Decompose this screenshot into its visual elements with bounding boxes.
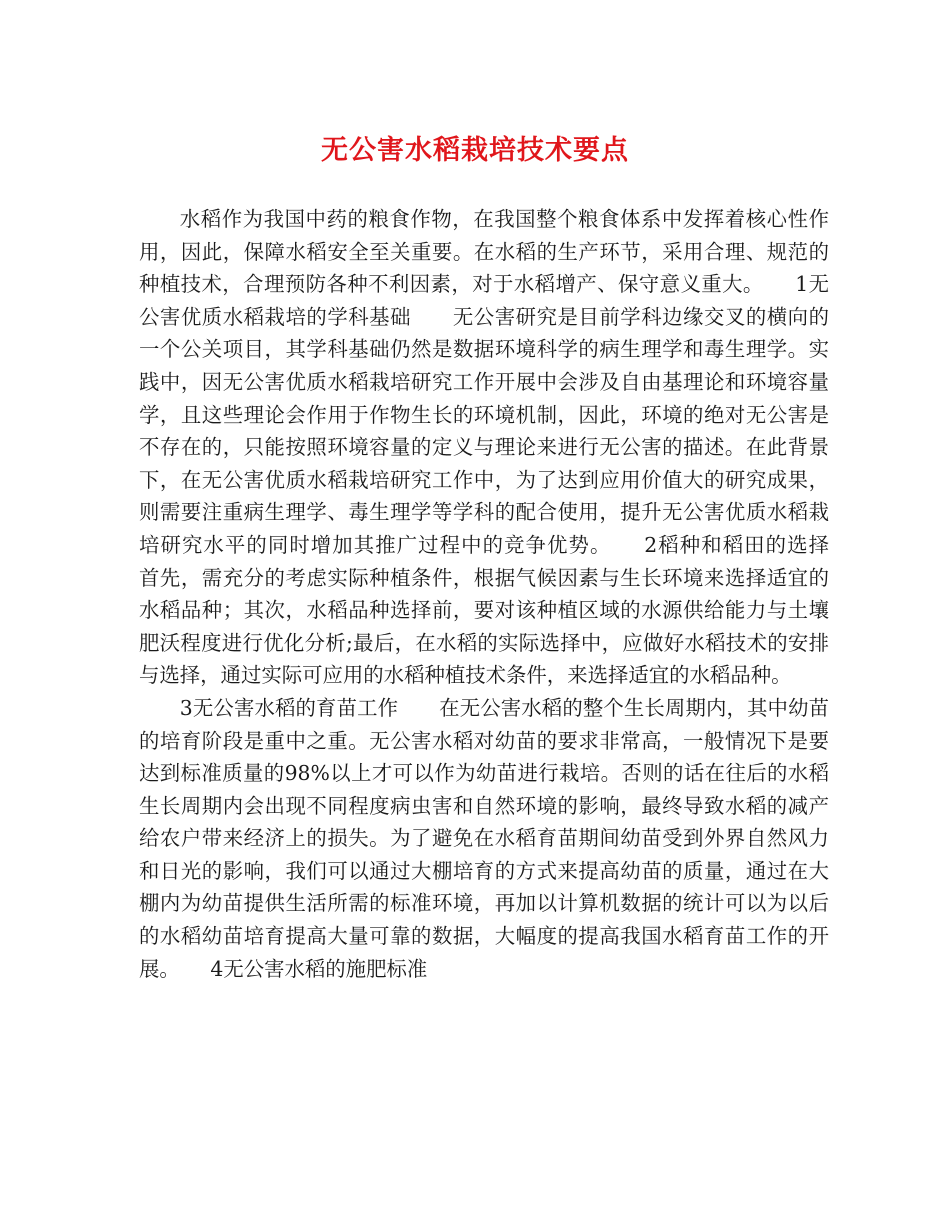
paragraph-2: 3无公害水稻的育苗工作 在无公害水稻的整个生长周期内，其中幼苗的培育阶段是重中之重。无公害水稻对幼苗的要求非常高，一般情况下是要达到标准质量的98%以上才可以作为幼苗进行栽培。否则的话在往后的水稻生长周期内会出现不同程度病虫害和自然环境的影响，最终导致水稻的减产给农户带来经济上的损失。为了避免在水稻育苗期间幼苗受到外界自然风力和日光的影响，我们可以通过大棚培育的方式来提高幼苗的质量，通过在大棚内为幼苗提供生活所需的标准环境，再加以计算机数据的统计可以为以后的水稻幼苗培育提高大量可靠的数据，大幅度的提高我国水稻育苗工作的开展。 4无公害水稻的施肥标准 [139,695,829,981]
document-body [139,203,870,985]
paragraph-1: 水稻作为我国中药的粮食作物，在我国整个粮食体系中发挥着核心性作用，因此，保障水稻安全至关重要。在水稻的生产环节，采用合理、规范的种植技术，合理预防各种不利因素，对于水稻增产、保守意义重大。 1无公害优质水稻栽培的学科基础 无公害研究是目前学科边缘交叉的横向的一个公关项目，其学科基础仍然是数据环境科学的病生理学和毒生理学。实践中，因无公害优质水稻栽培研究工作开展中会涉及自由基理论和环境容量学，且这些理论会作用于作物生长的环境机制，因此，环境的绝对无公害是不存在的，只能按照环境容量的定义与理论来进行无公害的描述。在此背景下，在无公害优质水稻栽培研究工作中，为了达到应用价值大的研究成果，则需要注重病生理学、毒生理学等学科的配合使用，提升无公害优质水稻栽培研究水平的同时增加其推广过程中的竞争优势。 2稻种和稻田的选择 首先，需充分的考虑实际种植条件，根据气候因素与生长环境来选择适宜的水稻品种；其次，水稻品种选择前，要对该种植区域的水源供给能力与土壤肥沃程度进行优化分析;最后，在水稻的实际选择中，应做好水稻技术的安排与选择，通过实际可应用的水稻种植技术条件，来选择适宜的水稻品种。 [139,207,870,688]
document-title: 无公害水稻栽培技术要点 [321,135,629,166]
